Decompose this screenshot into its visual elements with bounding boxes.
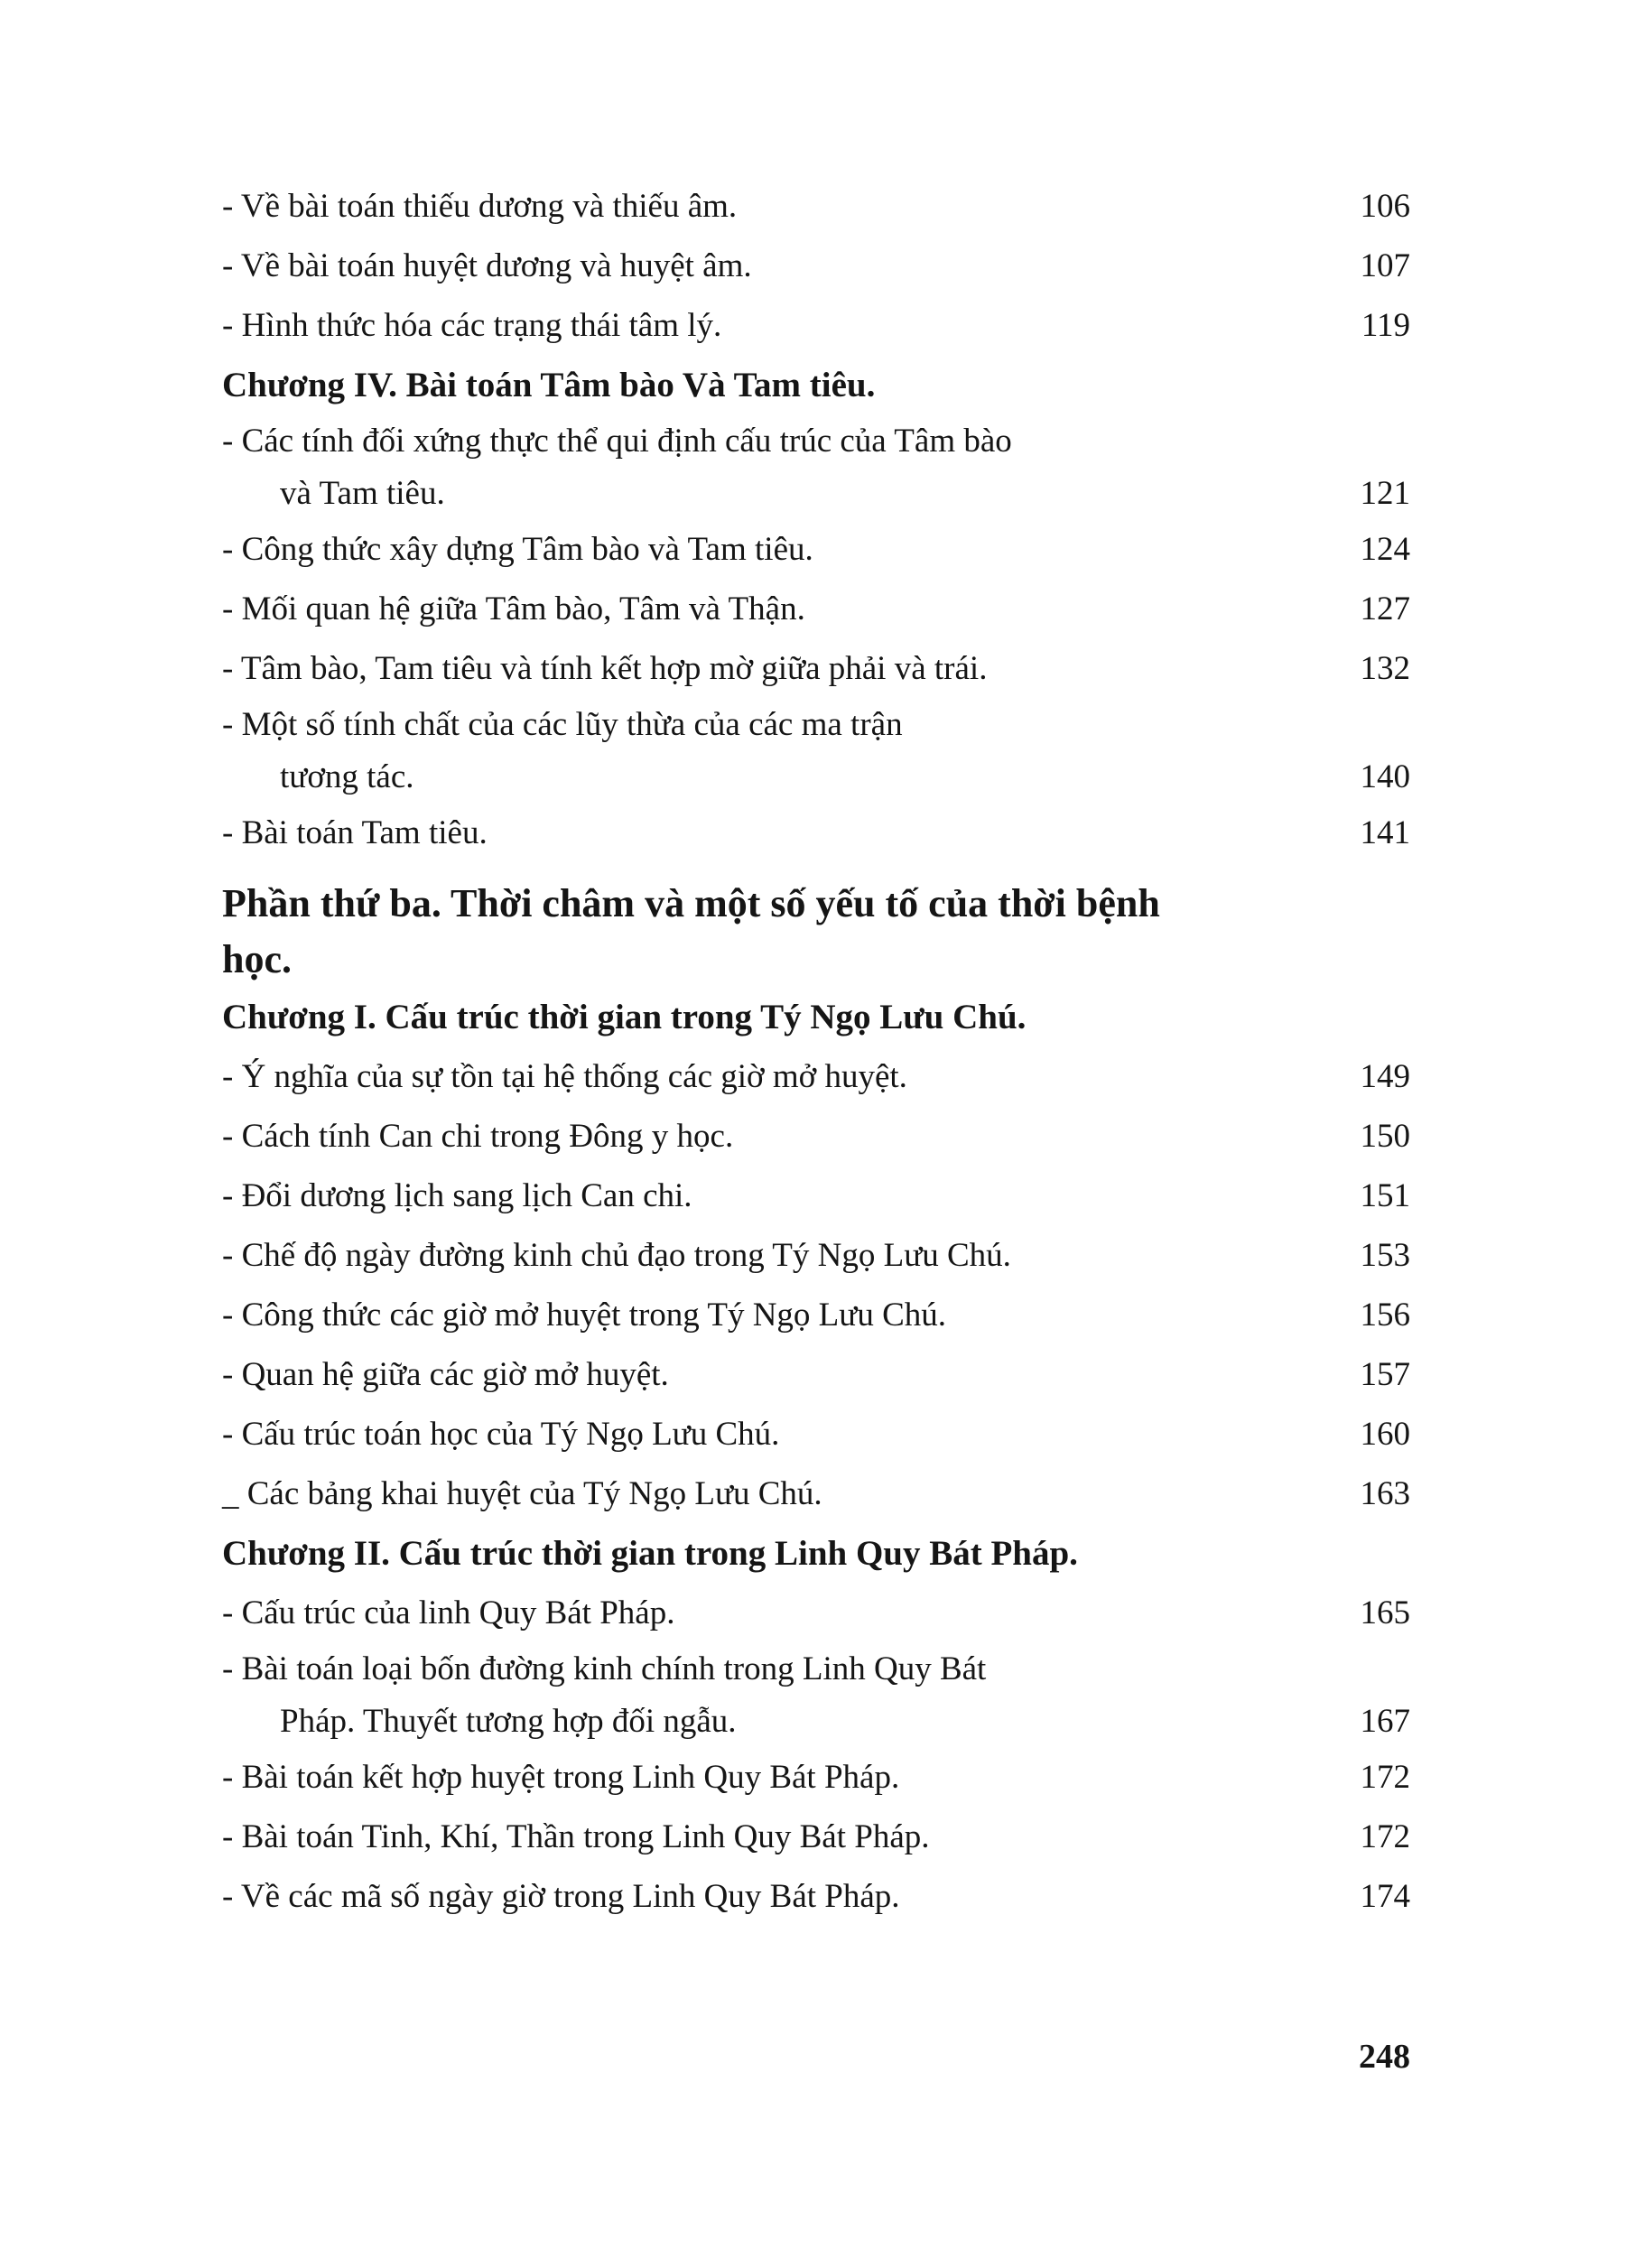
toc-entry	[222, 1584, 1410, 1643]
toc-entry-text: - Bài toán Tinh, Khí, Thần trong Linh Quy Bát Pháp.	[222, 1818, 930, 1855]
toc-entry-text: - Bài toán kết hợp huyệt trong Linh Quy Bát Pháp.	[222, 1759, 900, 1796]
toc-entry	[222, 804, 1410, 863]
toc-entry-text: - Ý nghĩa của sự tồn tại hệ thống các giờ mở huyệt.	[222, 1058, 907, 1095]
toc-entry-text: - Bài toán Tam tiêu.	[222, 814, 488, 851]
toc-entry-page: 172	[1360, 1759, 1410, 1796]
toc-entry-page: 127	[1360, 590, 1410, 627]
part-heading	[222, 876, 1410, 988]
toc-entry	[222, 1643, 1410, 1748]
toc-entry-line-2: và Tam tiêu.	[280, 475, 445, 512]
page-number: 248	[1359, 2038, 1410, 2076]
toc-entry-text: - Đổi dương lịch sang lịch Can chi.	[222, 1177, 692, 1214]
toc-entry	[222, 1047, 1410, 1107]
toc-entry	[222, 1226, 1410, 1286]
part-heading-text	[222, 876, 1410, 988]
toc-entry-text: - Mối quan hệ giữa Tâm bào, Tâm và Thận.	[222, 590, 805, 627]
toc-entry-page: 149	[1360, 1058, 1410, 1095]
toc-entry-line-1: - Một số tính chất của các lũy thừa của các ma trận	[222, 706, 903, 743]
toc-entry-page: 165	[1360, 1594, 1410, 1631]
part-heading-line-1: Phần thứ ba. Thời châm và một số yếu tố của thời bệnh	[222, 881, 1160, 925]
toc-entry	[222, 1345, 1410, 1405]
chapter-heading-text: Chương II. Cấu trúc thời gian trong Linh Quy Bát Pháp.	[222, 1534, 1078, 1573]
toc-entry-page: 107	[1360, 247, 1410, 284]
toc-entry-text: - Chế độ ngày đường kinh chủ đạo trong Tý Ngọ Lưu Chú.	[222, 1237, 1011, 1274]
toc-entry-text: - Về bài toán thiếu dương và thiếu âm.	[222, 188, 738, 225]
toc-entry	[222, 415, 1410, 520]
toc-entry	[222, 1867, 1410, 1927]
toc-entry	[222, 699, 1410, 804]
toc-entry-text: - Công thức xây dựng Tâm bào và Tam tiêu.	[222, 531, 813, 568]
toc-entry-page: 167	[1360, 1703, 1410, 1740]
toc-entry-text	[222, 1643, 1311, 1748]
toc-entry-page: 157	[1360, 1356, 1410, 1393]
toc-entry-text	[222, 699, 1311, 804]
toc-entry-text	[222, 415, 1311, 520]
toc-entry-text: - Công thức các giờ mở huyệt trong Tý Ngọ Lưu Chú.	[222, 1297, 947, 1334]
toc-entry-page: 132	[1360, 650, 1410, 687]
toc-entry-page: 153	[1360, 1237, 1410, 1274]
chapter-heading-text: Chương IV. Bài toán Tâm bào Và Tam tiêu.	[222, 366, 876, 404]
toc-entry	[222, 1748, 1410, 1808]
toc-entry	[222, 296, 1410, 356]
toc-entry-line-1: - Bài toán loại bốn đường kinh chính trong Linh Quy Bát	[222, 1650, 987, 1687]
toc-entry-text: - Cấu trúc của linh Quy Bát Pháp.	[222, 1594, 675, 1631]
toc-entry-page: 119	[1361, 307, 1410, 344]
toc-entry-page: 106	[1360, 188, 1410, 225]
table-of-contents	[222, 177, 1410, 1927]
toc-entry	[222, 177, 1410, 237]
toc-entry-page: 163	[1360, 1475, 1410, 1512]
part-heading-line-2: học.	[222, 937, 292, 981]
toc-entry-line-2: Pháp. Thuyết tương hợp đối ngẫu.	[280, 1703, 737, 1740]
toc-entry	[222, 580, 1410, 639]
toc-entry-page: 141	[1360, 814, 1410, 851]
toc-entry-page: 156	[1360, 1297, 1410, 1334]
chapter-heading	[222, 356, 1410, 415]
toc-entry	[222, 237, 1410, 296]
toc-entry	[222, 1167, 1410, 1226]
toc-entry-text: _ Các bảng khai huyệt của Tý Ngọ Lưu Chú.	[222, 1475, 822, 1512]
toc-entry-text: - Cách tính Can chi trong Đông y học.	[222, 1118, 734, 1155]
toc-entry-text: - Tâm bào, Tam tiêu và tính kết hợp mờ giữa phải và trái.	[222, 650, 988, 687]
toc-entry-text: - Quan hệ giữa các giờ mở huyệt.	[222, 1356, 669, 1393]
toc-entry-line-1: - Các tính đối xứng thực thể qui định cấu trúc của Tâm bào	[222, 423, 1012, 460]
toc-entry	[222, 520, 1410, 580]
toc-entry-line-2: tương tác.	[280, 758, 414, 795]
toc-entry-text: - Cấu trúc toán học của Tý Ngọ Lưu Chú.	[222, 1416, 780, 1453]
toc-entry-page: 151	[1360, 1177, 1410, 1214]
chapter-heading	[222, 988, 1410, 1047]
toc-entry-page: 140	[1360, 758, 1410, 795]
toc-entry	[222, 1107, 1410, 1167]
toc-entry-page: 121	[1360, 475, 1410, 512]
toc-entry-text: - Về các mã số ngày giờ trong Linh Quy Bát Pháp.	[222, 1878, 900, 1915]
toc-entry-page: 150	[1360, 1118, 1410, 1155]
toc-entry-text: - Hình thức hóa các trạng thái tâm lý.	[222, 307, 722, 344]
toc-entry	[222, 1405, 1410, 1464]
toc-entry-page: 174	[1360, 1878, 1410, 1915]
toc-entry-page: 124	[1360, 531, 1410, 568]
chapter-heading-text: Chương I. Cấu trúc thời gian trong Tý Ngọ Lưu Chú.	[222, 998, 1027, 1036]
toc-entry-text: - Về bài toán huyệt dương và huyệt âm.	[222, 247, 752, 284]
toc-entry-page: 172	[1360, 1818, 1410, 1855]
toc-entry	[222, 639, 1410, 699]
toc-entry	[222, 1286, 1410, 1345]
toc-entry	[222, 1464, 1410, 1524]
toc-entry-page: 160	[1360, 1416, 1410, 1453]
toc-entry	[222, 1808, 1410, 1867]
chapter-heading	[222, 1524, 1410, 1584]
